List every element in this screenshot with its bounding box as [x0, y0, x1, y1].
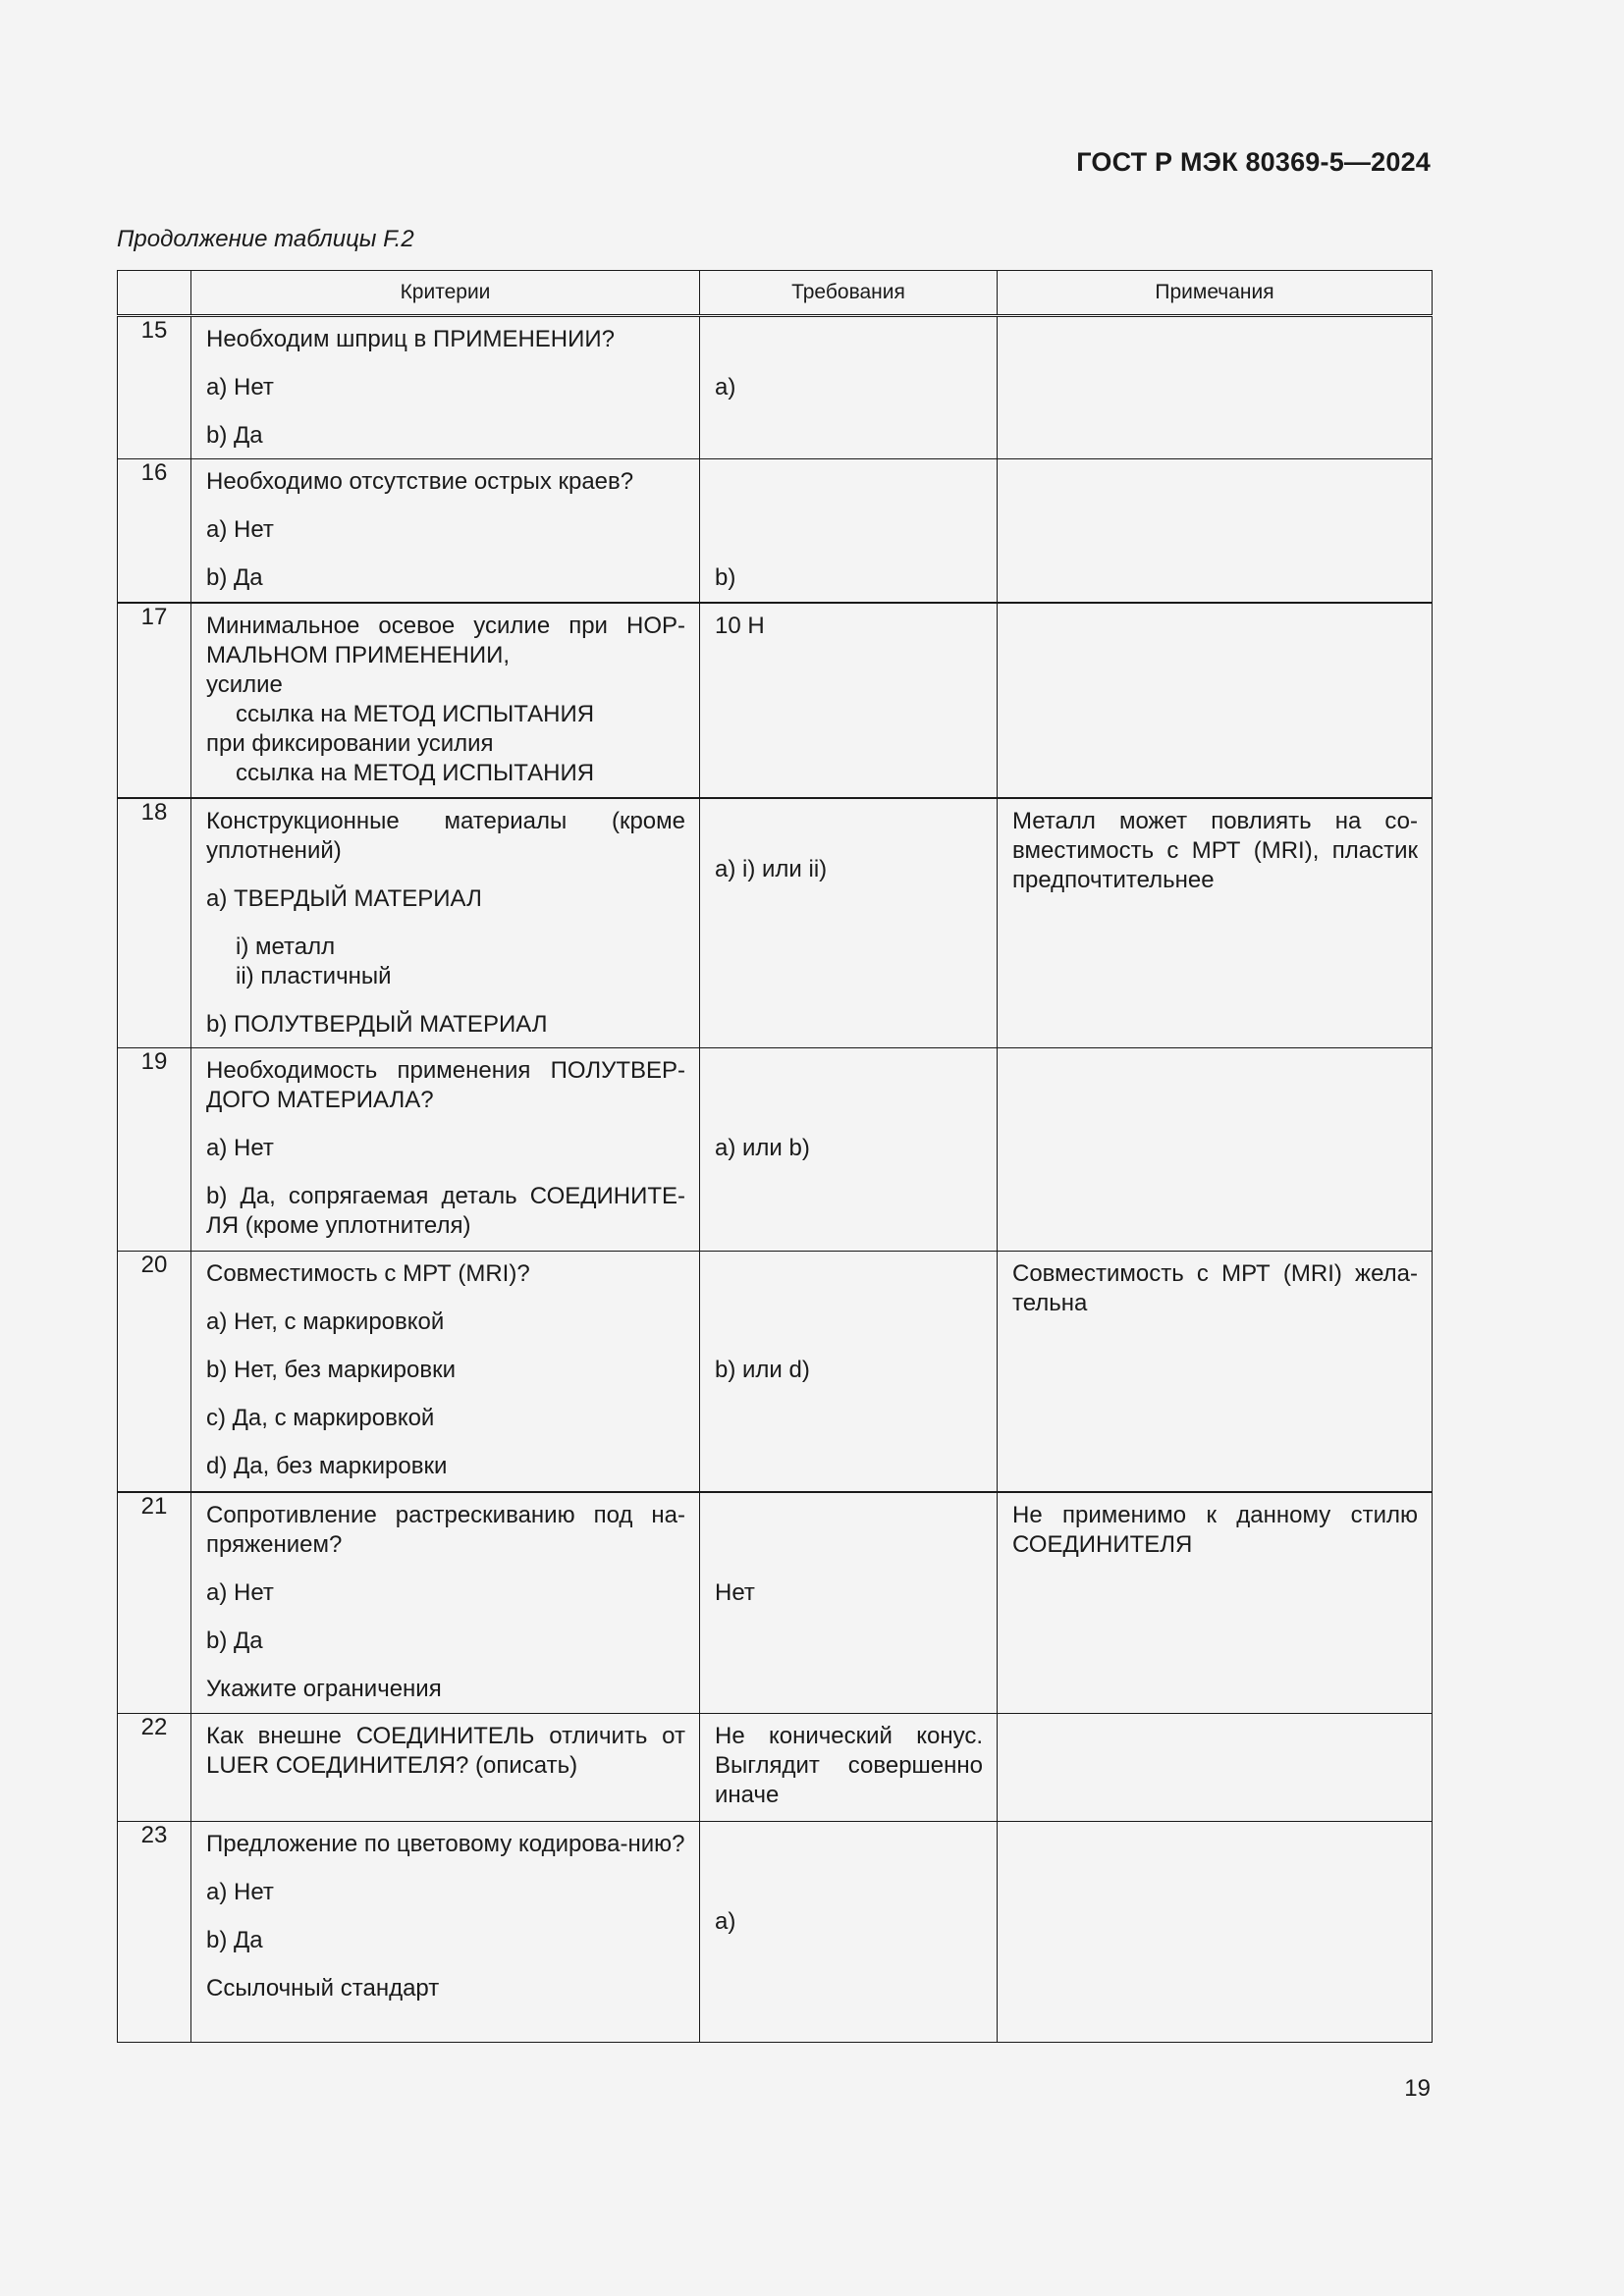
criteria-line: ссылка на МЕТОД ИСПЫТАНИЯ: [236, 759, 595, 786]
criteria-cell: [191, 1252, 700, 1492]
criteria-cell: [191, 798, 700, 1048]
requirement-cell: [700, 1048, 998, 1252]
criteria-question: Сопротивление растрескиванию под на-пряжением?: [206, 1501, 685, 1558]
criteria-question: Как внешне СОЕДИНИТЕЛЬ отличить от LUER СОЕДИНИТЕЛЯ? (описать): [206, 1723, 685, 1779]
table-row: [118, 1048, 1433, 1252]
row-number: 18: [118, 798, 191, 1048]
requirement-cell: [700, 798, 998, 1048]
criteria-option: a) Нет: [206, 1135, 274, 1161]
table-row: [118, 316, 1433, 459]
criteria-cell: [191, 459, 700, 603]
requirement-cell: [700, 1714, 998, 1822]
requirement-value: b) или d): [715, 1357, 810, 1383]
criteria-line: Укажите ограничения: [206, 1675, 442, 1702]
criteria-option: a) Нет: [206, 1578, 274, 1606]
requirement-value: a) i) или ii): [715, 855, 828, 882]
criteria-option: b) Нет, без маркировки: [206, 1357, 456, 1383]
criteria-line: Ссылочный стандарт: [206, 1975, 440, 2002]
note-cell: [998, 1822, 1433, 2043]
note-cell: [998, 798, 1433, 1048]
criteria-table: [117, 270, 1433, 2043]
requirement-value: a): [715, 374, 736, 400]
document-code: ГОСТ Р МЭК 80369-5—2024: [1076, 147, 1431, 177]
criteria-suboption: ii) пластичный: [236, 962, 392, 989]
criteria-option: a) ТВЕРДЫЙ МАТЕРИАЛ: [206, 884, 482, 912]
requirement-value: a): [715, 1908, 736, 1935]
criteria-question: Необходим шприц в ПРИМЕНЕНИИ?: [206, 326, 615, 352]
criteria-option: a) Нет: [206, 1879, 274, 1905]
criteria-option: b) Да: [206, 1927, 263, 1953]
criteria-question: Необходимость применения ПОЛУТВЕР-ДОГО МАТЕРИАЛА?: [206, 1057, 685, 1113]
criteria-cell: [191, 1048, 700, 1252]
criteria-line: при фиксировании усилия: [206, 729, 494, 757]
criteria-option: a) Нет: [206, 374, 274, 400]
row-number: 16: [118, 459, 191, 603]
note-cell: [998, 1252, 1433, 1492]
column-header-number: [118, 271, 191, 316]
row-number: 20: [118, 1252, 191, 1492]
column-header-notes: Примечания: [998, 271, 1433, 316]
table-row: [118, 459, 1433, 603]
criteria-cell: [191, 1714, 700, 1822]
table-row: [118, 1714, 1433, 1822]
criteria-option: a) Нет, с маркировкой: [206, 1308, 445, 1335]
criteria-option: a) Нет: [206, 516, 274, 543]
criteria-cell: [191, 1822, 700, 2043]
note-cell: [998, 1714, 1433, 1822]
criteria-line: ссылка на МЕТОД ИСПЫТАНИЯ: [236, 700, 595, 727]
requirement-value: b): [715, 564, 736, 591]
note-cell: [998, 459, 1433, 603]
criteria-option: d) Да, без маркировки: [206, 1453, 448, 1479]
criteria-cell: [191, 1492, 700, 1714]
table-header-row: [118, 271, 1433, 316]
table-row: [118, 1492, 1433, 1714]
criteria-question: Предложение по цветовому кодирова-нию?: [206, 1831, 685, 1857]
requirement-value: a) или b): [715, 1135, 810, 1161]
table-caption: Продолжение таблицы F.2: [117, 226, 414, 252]
note-text: Не применимо к данному стилю СОЕДИНИТЕЛЯ: [1012, 1501, 1418, 1558]
row-number: 15: [118, 316, 191, 459]
criteria-option: b) Да: [206, 1627, 263, 1654]
criteria-suboption: i) металл: [236, 933, 336, 960]
note-cell: [998, 1492, 1433, 1714]
requirement-value: Не конический конус. Выглядит совершенно иначе: [715, 1723, 983, 1808]
requirement-cell: [700, 1822, 998, 2043]
criteria-question: Совместимость с МРТ (MRI)?: [206, 1260, 530, 1287]
requirement-cell: [700, 459, 998, 603]
requirement-value: Нет: [715, 1578, 755, 1606]
criteria-question: Конструкционные материалы (кроме уплотнений): [206, 807, 685, 864]
criteria-question: Минимальное осевое усилие при НОР-МАЛЬНОМ ПРИМЕНЕНИИ,: [206, 612, 685, 668]
table-row: [118, 603, 1433, 798]
requirement-cell: [700, 1492, 998, 1714]
row-number: 23: [118, 1822, 191, 2043]
note-cell: [998, 316, 1433, 459]
note-cell: [998, 603, 1433, 798]
table-row: [118, 1822, 1433, 2043]
requirement-cell: [700, 1252, 998, 1492]
note-cell: [998, 1048, 1433, 1252]
row-number: 21: [118, 1492, 191, 1714]
note-text: Совместимость с МРТ (MRI) жела-тельна: [1012, 1260, 1418, 1316]
note-text: Металл может повлиять на со-вместимость с МРТ (MRI), пластик предпочтительнее: [1012, 807, 1418, 893]
table-row: [118, 1252, 1433, 1492]
row-number: 19: [118, 1048, 191, 1252]
criteria-cell: [191, 603, 700, 798]
criteria-question: Необходимо отсутствие острых краев?: [206, 468, 634, 495]
table-row: [118, 798, 1433, 1048]
criteria-cell: [191, 316, 700, 459]
criteria-option: c) Да, с маркировкой: [206, 1405, 435, 1431]
criteria-option: b) Да: [206, 422, 263, 449]
criteria-option: b) ПОЛУТВЕРДЫЙ МАТЕРИАЛ: [206, 1010, 548, 1038]
requirement-value: 10 Н: [715, 612, 765, 639]
column-header-criteria: Критерии: [191, 271, 700, 316]
column-header-requirements: Требования: [700, 271, 998, 316]
criteria-option: b) Да, сопрягаемая деталь СОЕДИНИТЕ-ЛЯ (кроме уплотнителя): [206, 1183, 685, 1239]
criteria-line: усилие: [206, 670, 283, 698]
requirement-cell: [700, 316, 998, 459]
row-number: 22: [118, 1714, 191, 1822]
requirement-cell: [700, 603, 998, 798]
criteria-option: b) Да: [206, 564, 263, 591]
row-number: 17: [118, 603, 191, 798]
page-number: 19: [1404, 2075, 1431, 2102]
